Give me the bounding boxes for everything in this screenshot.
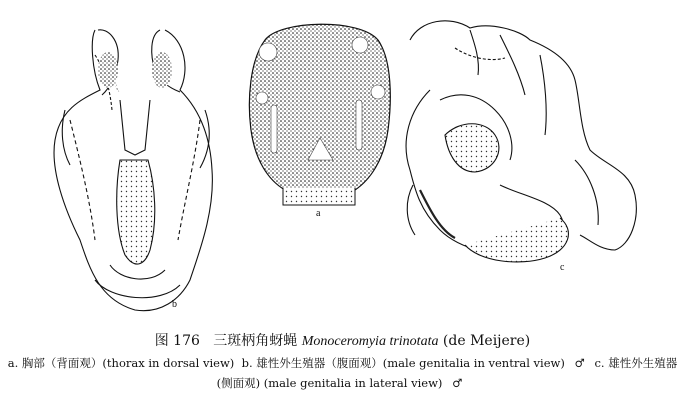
- legend-b: b. 雄性外生殖器（腹面观）(male genitalia in ventral view): [241, 356, 565, 370]
- legend-a: a. 胸部（背面观）(thorax in dorsal view): [7, 356, 235, 370]
- drawing-c-lateral-genitalia: [406, 21, 636, 262]
- species-author: (de Meijere): [442, 333, 531, 349]
- legend-c-continued: (侧面观) (male genitalia in lateral view): [216, 376, 443, 390]
- caption-legend-line-2: [0, 375, 685, 391]
- legend-c: c. 雄性外生殖器: [594, 356, 678, 370]
- male-symbol-1: ♂: [574, 356, 585, 370]
- panel-label-c: c: [560, 262, 565, 273]
- drawing-a-thorax-dorsal: [249, 24, 390, 205]
- species-chinese-name: 三斑柄角蚜蝇: [213, 333, 298, 349]
- caption-legend-line-1: [0, 355, 685, 371]
- figure-number: 图 176: [154, 333, 200, 349]
- panel-label-a: a: [316, 208, 321, 219]
- figure-caption-title: [0, 330, 685, 350]
- drawing-b-ventral-genitalia: [54, 30, 212, 311]
- male-symbol-2: ♂: [452, 376, 463, 390]
- species-latin-name: Monoceromyia trinotata: [301, 334, 439, 349]
- panel-label-b: b: [172, 299, 177, 310]
